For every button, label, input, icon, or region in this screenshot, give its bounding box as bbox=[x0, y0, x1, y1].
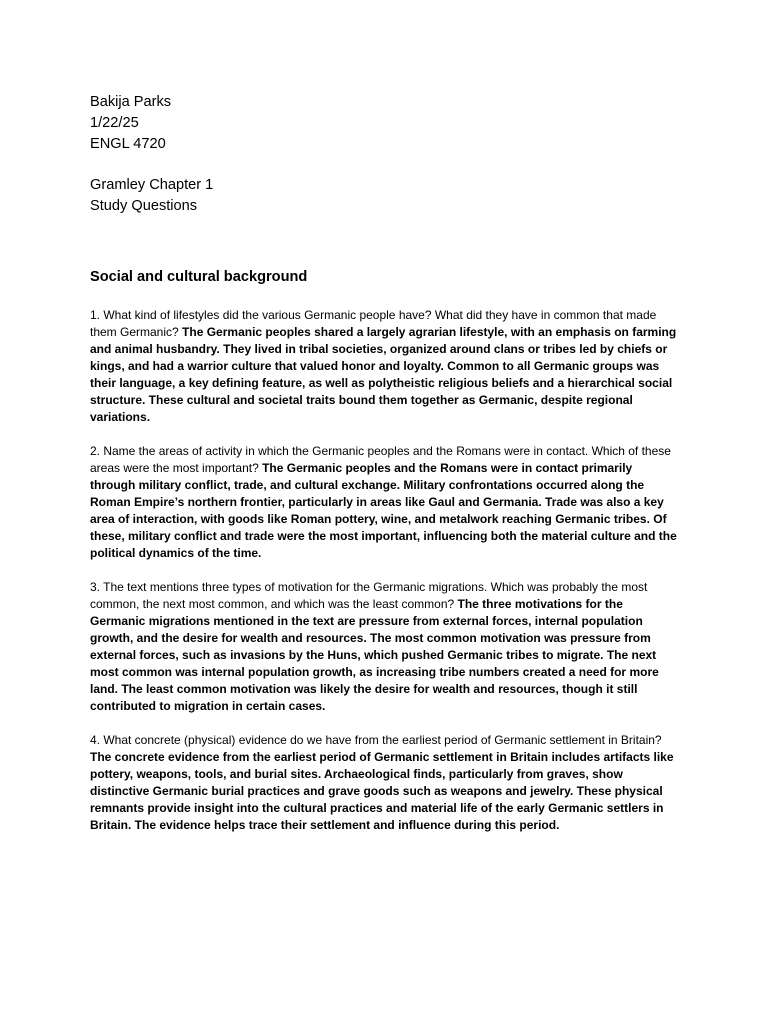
author-name: Bakija Parks bbox=[90, 94, 172, 110]
question-2-text: 2. Name the areas of activity in which the Germanic peoples and the Romans were in contact. Which of these areas were the most important? bbox=[90, 443, 671, 475]
question-1 bbox=[90, 307, 680, 426]
header-spacer bbox=[90, 154, 680, 175]
course-code: ENGL 4720 bbox=[90, 135, 166, 152]
question-4 bbox=[90, 732, 680, 834]
question-2 bbox=[90, 443, 680, 562]
question-1-answer: The Germanic peoples shared a largely agrarian lifestyle, with an emphasis on farming and animal husbandry. They lived in tribal societies, organized around clans or tribes led by chiefs or kings, and had a warrior culture that valued honor and loyalty. Common to all Germanic groups was their language, a key defining feature, as well as polytheistic religious beliefs and a hierarchical social structure. These cultural and societal traits bound them together as Germanic, despite regional variations. bbox=[90, 324, 677, 424]
assignment-subtitle: Study Questions bbox=[90, 197, 198, 214]
question-3-answer: The three motivations for the Germanic migrations mentioned in the text are pressure from external forces, internal population growth, and the desire for wealth and resources. The most common motivation was pressure from external forces, such as invasions by the Huns, which pushed Germanic tribes to migrate. The next most common was internal population growth, as increasing tribe numbers created a need for more land. The least common motivation was likely the desire for wealth and resources, though it still contributed to migration in certain cases. bbox=[90, 596, 659, 713]
section-heading: Social and cultural background bbox=[90, 268, 308, 285]
question-3 bbox=[90, 579, 680, 715]
assignment-title: Gramley Chapter 1 bbox=[90, 177, 214, 194]
question-4-answer: The concrete evidence from the earliest period of Germanic settlement in Britain includes artifacts like pottery, weapons, tools, and burial sites. Archaeological finds, particularly from graves, show distinctive Germanic burial practices and grave goods such as weapons and jewelry. These physical remnants provide insight into the cultural practices and material life of the early Germanic settlers in Britain. The evidence helps trace their settlement and influence during this period. bbox=[90, 749, 674, 832]
question-2-answer: The Germanic peoples and the Romans were in contact primarily through military conflict, trade, and cultural exchange. Military confrontations occurred along the Roman Empire’s northern frontier, particularly in areas like Gaul and Germania. Trade was also a key area of interaction, with goods like Roman pottery, wine, and metalwork reaching Germanic tribes. Of these, military conflict and trade were the most important, influencing both the material culture and the political dynamics of the time. bbox=[90, 460, 677, 560]
document-page bbox=[90, 92, 680, 834]
question-1-text: 1. What kind of lifestyles did the various Germanic people have? What did they have in common that made them Germanic? bbox=[90, 307, 657, 339]
question-3-text: 3. The text mentions three types of motivation for the Germanic migrations. Which was probably the most common, the next most common, and which was the least common? bbox=[90, 579, 648, 611]
document-date: 1/22/25 bbox=[90, 114, 139, 131]
question-4-text: 4. What concrete (physical) evidence do we have from the earliest period of Germanic settlement in Britain? bbox=[90, 732, 662, 747]
